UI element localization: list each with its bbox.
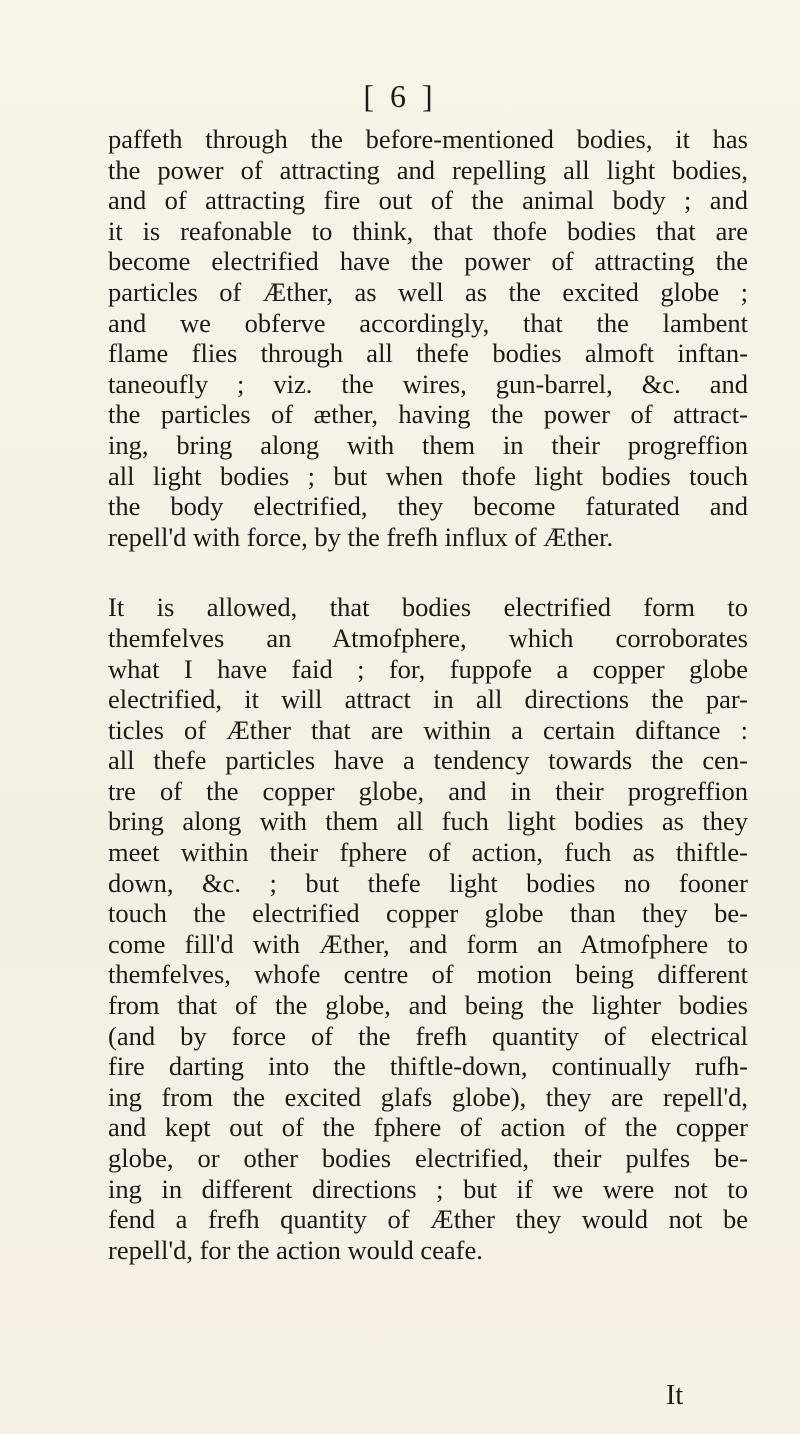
text-line: all light bodies ; but when thofe light bodies touch <box>108 460 748 491</box>
text-line: become electrified have the power of attracting the <box>108 246 748 277</box>
text-line: themfelves, whofe centre of motion being different <box>108 959 748 990</box>
text-line: It is allowed, that bodies electrified form to <box>108 592 748 623</box>
text-line: (and by force of the frefh quantity of electrical <box>108 1020 748 1051</box>
body-text <box>108 124 748 1265</box>
paragraph-2 <box>108 592 748 1265</box>
text-line: taneoufly ; viz. the wires, gun-barrel, &c. and <box>108 368 748 399</box>
text-line: ing, bring along with them in their progreffion <box>108 429 748 460</box>
paragraph-gap <box>108 552 748 592</box>
text-line: the particles of æther, having the power of attract- <box>108 399 748 430</box>
text-line: and we obferve accordingly, that the lambent <box>108 307 748 338</box>
text-line: meet within their fphere of action, fuch as thiftle- <box>108 837 748 868</box>
text-line: all thefe particles have a tendency towards the cen- <box>108 745 748 776</box>
text-line: and kept out of the fphere of action of the copper <box>108 1112 748 1143</box>
text-line: the power of attracting and repelling all light bodies, <box>108 154 748 185</box>
text-line: ing from the excited glafs globe), they are repell'd, <box>108 1081 748 1112</box>
text-line: flame flies through all thefe bodies almoft inftan- <box>108 338 748 369</box>
text-line: the body electrified, they become faturated and <box>108 491 748 522</box>
text-line: globe, or other bodies electrified, their pulfes be- <box>108 1143 748 1173</box>
text-line: what I have faid ; for, fuppofe a copper globe <box>108 653 748 684</box>
text-line: ing in different directions ; but if we were not to <box>108 1173 748 1204</box>
text-line: repell'd, for the action would ceafe. <box>108 1234 483 1265</box>
page-number: [ 6 ] <box>363 78 437 114</box>
text-line: fire darting into the thiftle-down, continually rufh- <box>108 1051 748 1082</box>
text-line: paffeth through the before-mentioned bodies, it has <box>108 124 748 154</box>
text-line: bring along with them all fuch light bodies as they <box>108 806 748 837</box>
text-line: ticles of Æther that are within a certain diftance : <box>108 714 748 745</box>
text-line: and of attracting fire out of the animal body ; and <box>108 185 748 216</box>
text-line: repell'd with force, by the frefh influx of Æther. <box>108 521 614 552</box>
text-line: touch the electrified copper globe than they be- <box>108 898 748 929</box>
text-line: fend a frefh quantity of Æther they would not be <box>108 1204 748 1235</box>
text-line: come fill'd with Æther, and form an Atmofphere to <box>108 928 748 959</box>
catchword: It <box>666 1380 684 1411</box>
text-line: electrified, it will attract in all directions the par- <box>108 684 748 715</box>
text-line: particles of Æther, as well as the excited globe ; <box>108 276 748 307</box>
text-line: it is reafonable to think, that thofe bodies that are <box>108 215 748 246</box>
text-line: tre of the copper globe, and in their progreffion <box>108 775 748 806</box>
paragraph-1 <box>108 124 748 552</box>
text-line: themfelves an Atmofphere, which corroborates <box>108 622 748 653</box>
text-line: down, &c. ; but thefe light bodies no fooner <box>108 867 748 898</box>
text-line: from that of the globe, and being the lighter bodies <box>108 990 748 1021</box>
